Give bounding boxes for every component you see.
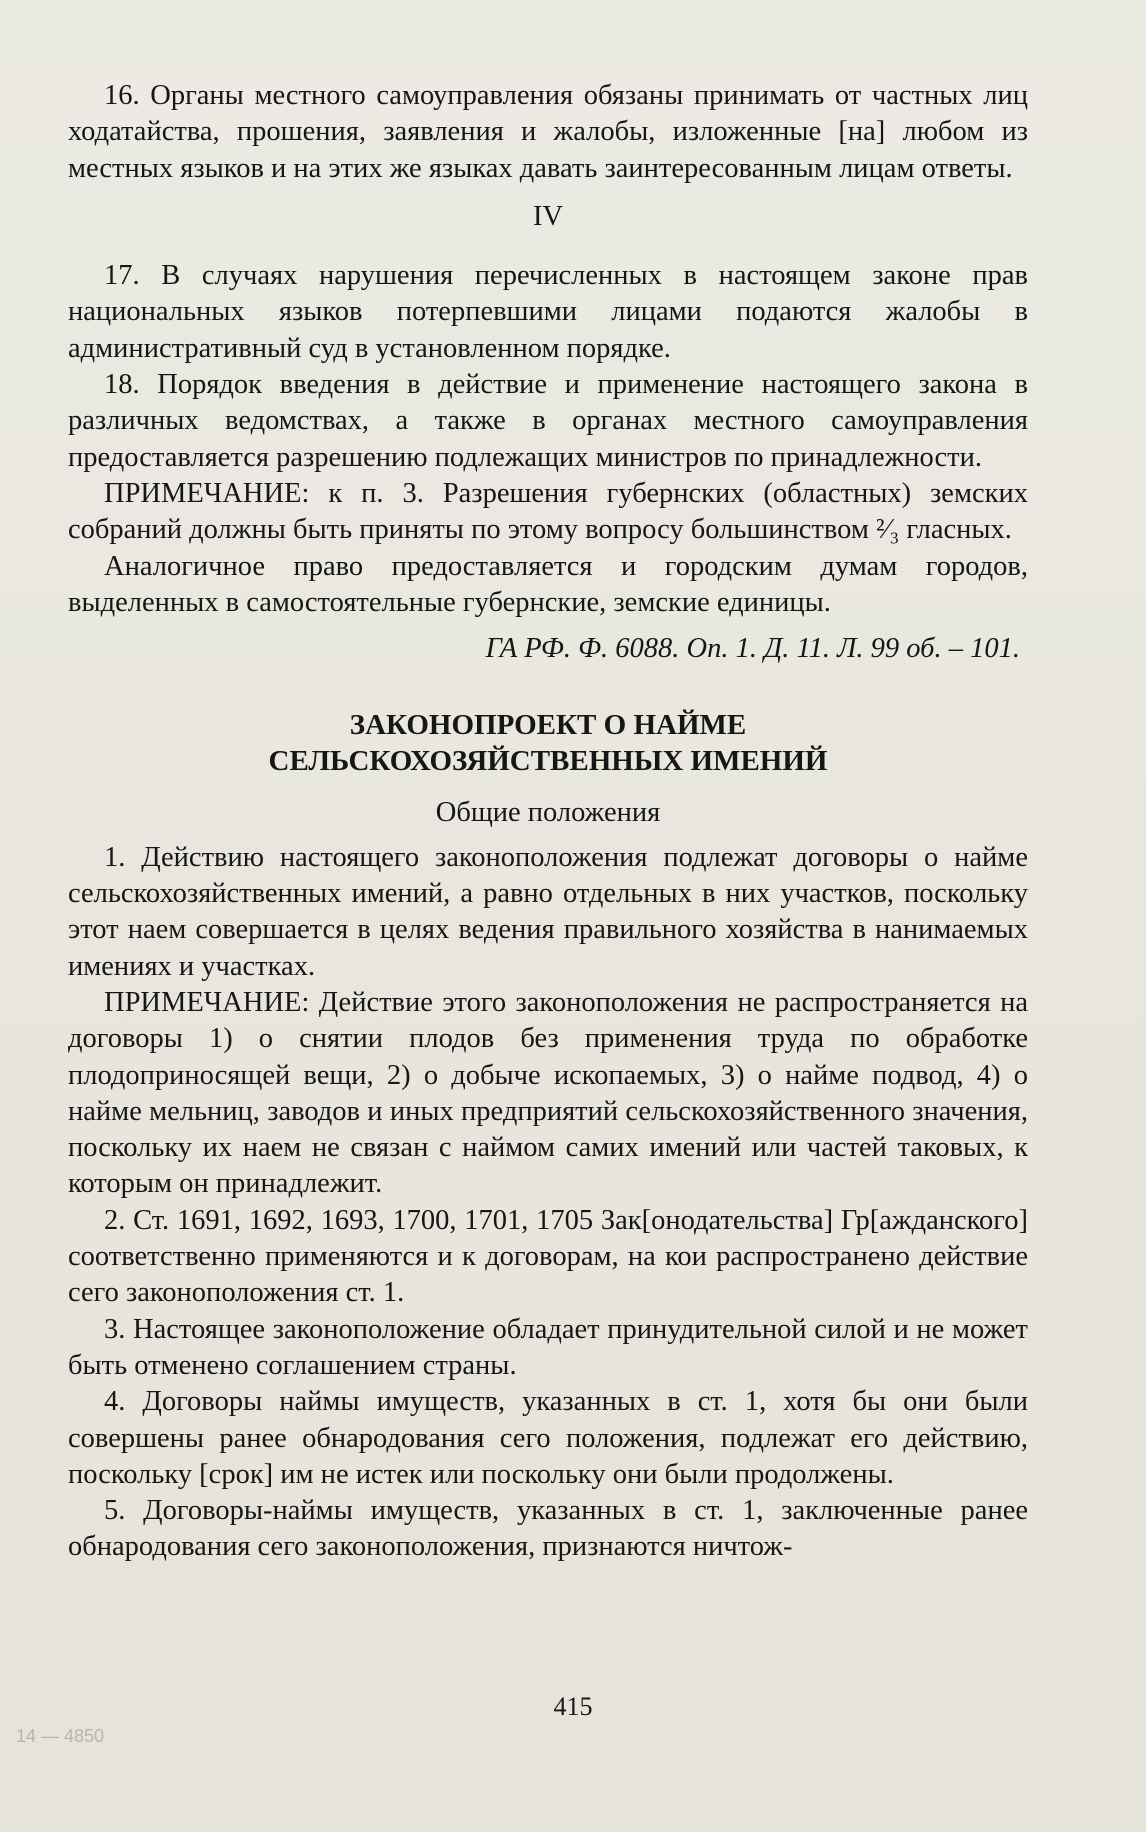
article-2: 2. Ст. 1691, 1692, 1693, 1700, 1701, 1705 Зак[онодательства] Гр[ажданского] соответственно применяются и к договорам, на кои распространено действие сего законоположения ст. 1. [68, 1204, 1028, 1309]
bill-title [68, 707, 1028, 779]
note-article-1: ПРИМЕЧАНИЕ: Действие этого законоположения не распространяется на договоры 1) о снятии плодов без применения труда по обработке плодоприносящей вещи, 2) о добыче ископаемых, 3) о найме подвод, 4) о найме мельниц, заводов и иных предприятий сельскохозяйственного значения, поскольку их наем не связан с наймом самих имений или частей таковых, к которым он принадлежит. [68, 986, 1028, 1200]
analogous-right-paragraph: Аналогичное право предоставляется и городским думам городов, выделенных в самостоятельные губернские, земские единицы. [68, 550, 1028, 618]
article-3: 3. Настоящее законоположение обладает принудительной силой и не может быть отменено соглашением страны. [68, 1313, 1028, 1381]
body-text [68, 78, 1028, 1566]
bill-title-line-1: ЗАКОНОПРОЕКТ О НАЙМЕ [349, 709, 747, 742]
section-numeral: IV [532, 200, 564, 232]
article-5: 5. Договоры-наймы имуществ, указанных в ст. 1, заключенные ранее обнародования сего законоположения, признаются ничтож- [68, 1495, 1028, 1563]
bleed-through-mark: 14 — 4850 [16, 1726, 105, 1746]
paragraph-17: 17. В случаях нарушения перечисленных в настоящем законе прав национальных языков потерпевшими лицами подаются жалобы в административный суд в установленном порядке. [68, 260, 1028, 364]
paragraph-16: 16. Органы местного самоуправления обязаны принимать от частных лиц ходатайства, прошения, заявления и жалобы, изложенные [на] любом из местных языков и на этих же языках давать заинтересованным лицам ответы. [68, 80, 1028, 184]
page-number: 415 [553, 1692, 593, 1721]
section-subtitle: Общие положения [435, 797, 661, 829]
article-1: 1. Действию настоящего законоположения подлежат договоры о найме сельскохозяйственных имений, а равно отдельных в них участков, поскольку этот наем совершается в целях ведения правильного хозяйства в нанимаемых имениях и участках. [68, 841, 1028, 982]
paragraph-18: 18. Порядок введения в действие и применение настоящего закона в различных ведомствах, а также в органах местного самоуправления предоставляется разрешению подлежащих министров по принадлежности. [68, 369, 1028, 473]
archive-source-reference: ГА РФ. Ф. 6088. Оп. 1. Д. 11. Л. 99 об. – 101. [485, 633, 1020, 665]
article-4: 4. Договоры наймы имуществ, указанных в ст. 1, хотя бы они были совершены ранее обнародования сего положения, подлежат его действию, поскольку [срок] им не истек или поскольку они были продолжены. [68, 1386, 1028, 1490]
bill-title-line-2: СЕЛЬСКОХОЗЯЙСТВЕННЫХ ИМЕНИЙ [268, 745, 828, 778]
note-paragraph-3: ПРИМЕЧАНИЕ: к п. 3. Разрешения губернских (областных) земских собраний должны быть приняты по этому вопросу большинством ²⁄₃ гласных. [68, 477, 1028, 546]
